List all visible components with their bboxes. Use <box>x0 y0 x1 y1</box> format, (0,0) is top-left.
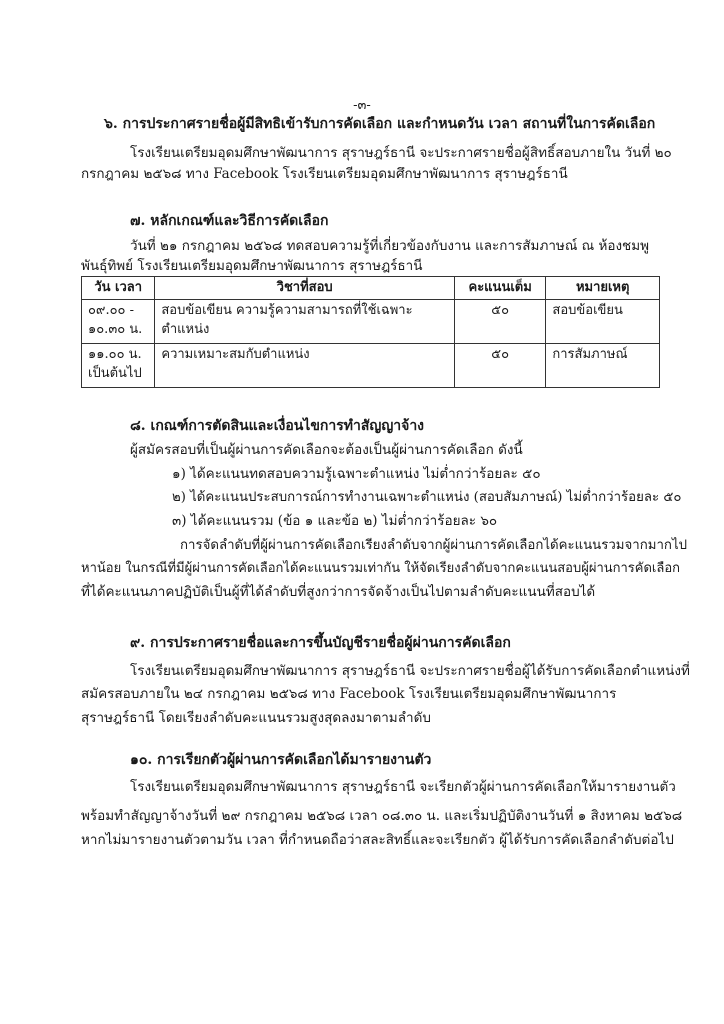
section-8-item-1: ๑) ได้คะแนนทดสอบความรู้เฉพาะตำแหน่ง ไม่ต่ำกว่าร้อยละ ๕๐ <box>172 466 541 482</box>
section-8-line-2: หาน้อย ในกรณีที่มีผู้ผ่านการคัดเลือกได้คะแนนรวมเท่ากัน ให้จัดเรียงลำดับจากคะแนนสอบผู้ผ่านการคัดเลือก <box>81 561 681 576</box>
section-9-heading: ๙. การประกาศรายชื่อและการขึ้นบัญชีรายชื่อผู้ผ่านการคัดเลือก <box>130 635 511 651</box>
cell-note: การสัมภาษณ์ <box>546 344 660 388</box>
section-6-line-1: โรงเรียนเตรียมอุดมศึกษาพัฒนาการ สุราษฎร์ธานี จะประกาศรายชื่อผู้สิทธิ์สอบภายใน วันที่ ๒๐ <box>130 145 672 161</box>
cell-time <box>82 300 155 344</box>
section-8-line-1: การจัดลำดับที่ผู้ผ่านการคัดเลือกเรียงลำดับจากผู้ผ่านการคัดเลือกได้คะแนนรวมจากมากไป <box>180 538 688 553</box>
section-8-item-3: ๓) ได้คะแนนรวม (ข้อ ๑ และข้อ ๒) ไม่ต่ำกว่าร้อยละ ๖๐ <box>172 513 498 529</box>
cell-note: สอบข้อเขียน <box>546 300 660 344</box>
table-row <box>82 344 660 388</box>
section-10-line-1: โรงเรียนเตรียมอุดมศึกษาพัฒนาการ สุราษฎร์ธานี จะเรียกตัวผู้ผ่านการคัดเลือกให้มารายงานตัว <box>130 779 676 795</box>
table-row <box>82 300 660 344</box>
section-10-line-2: พร้อมทำสัญญาจ้างวันที่ ๒๙ กรกฎาคม ๒๕๖๘ เวลา ๐๘.๓๐ น. และเริ่มปฏิบัติงานวันที่ ๑ สิงหาคม ๒๕๖๘ <box>81 808 683 824</box>
cell-score: ๕๐ <box>454 300 545 344</box>
section-7-heading: ๗. หลักเกณฑ์และวิธีการคัดเลือก <box>130 213 329 229</box>
exam-schedule-table <box>81 276 660 388</box>
section-6-line-2: กรกฎาคม ๒๕๖๘ ทาง Facebook โรงเรียนเตรียมอุดมศึกษาพัฒนาการ สุราษฎร์ธานี <box>81 166 568 182</box>
time-end: เป็นต้นไป <box>88 366 142 381</box>
header-subject: วิชาที่สอบ <box>155 277 455 300</box>
section-9-line-3: สุราษฎร์ธานี โดยเรียงลำดับคะแนนรวมสูงสุดลงมาตามลำดับ <box>81 710 431 726</box>
cell-subject: ความเหมาะสมกับตำแหน่ง <box>155 344 455 388</box>
time-start: ๑๑.๐๐ น. <box>88 347 142 362</box>
section-9-line-2: สมัครสอบภายใน ๒๔ กรกฎาคม ๒๕๖๘ ทาง Facebook โรงเรียนเตรียมอุดมศึกษาพัฒนาการ <box>81 686 617 702</box>
section-8-line-3: ที่ได้คะแนนภาคปฏิบัติเป็นผู้ที่ได้ลำดับที่สูงกว่าการจัดจ้างเป็นไปตามลำดับคะแนนที่สอบได้ <box>81 584 596 600</box>
section-6-heading: ๖. การประกาศรายชื่อผู้มีสิทธิเข้ารับการคัดเลือก และกำหนดวัน เวลา สถานที่ในการคัดเลือก <box>104 116 656 132</box>
time-end: ๑๐.๓๐ น. <box>88 322 143 337</box>
section-9-line-1: โรงเรียนเตรียมอุดมศึกษาพัฒนาการ สุราษฎร์ธานี จะประกาศรายชื่อผู้ได้รับการคัดเลือกตำแหน่งที่ <box>130 663 690 679</box>
section-8-item-2: ๒) ได้คะแนนประสบการณ์การทำงานเฉพาะตำแหน่ง (สอบสัมภาษณ์) ไม่ต่ำกว่าร้อยละ ๕๐ <box>172 490 682 505</box>
time-start: ๐๙.๐๐ - <box>88 303 134 318</box>
header-score: คะแนนเต็ม <box>454 277 545 300</box>
section-8-intro: ผู้สมัครสอบที่เป็นผู้ผ่านการคัดเลือกจะต้องเป็นผู้ผ่านการคัดเลือก ดังนี้ <box>130 442 523 458</box>
cell-time <box>82 344 155 388</box>
section-10-heading: ๑๐. การเรียกตัวผู้ผ่านการคัดเลือกได้มารายงานตัว <box>130 752 432 768</box>
cell-score: ๕๐ <box>454 344 545 388</box>
cell-subject: สอบข้อเขียน ความรู้ความสามารถที่ใช้เฉพาะตำแหน่ง <box>155 300 455 344</box>
section-7-line-2: พันธุ์ทิพย์ โรงเรียนเตรียมอุดมศึกษาพัฒนาการ สุราษฎร์ธานี <box>81 258 423 274</box>
section-7-line-1: วันที่ ๒๑ กรกฎาคม ๒๕๖๘ ทดสอบความรู้ที่เกี่ยวข้องกับงาน และการสัมภาษณ์ ณ ห้องชมพู <box>130 238 650 254</box>
header-time: วัน เวลา <box>82 277 155 300</box>
page-number: -๓- <box>353 98 371 113</box>
section-10-line-3: หากไม่มารายงานตัวตามวัน เวลา ที่กำหนดถือว่าสละสิทธิ์และจะเรียกตัว ผู้ได้รับการคัดเลือกลำดับต่อไป <box>81 832 674 848</box>
table-header-row <box>82 277 660 300</box>
section-8-heading: ๘. เกณฑ์การตัดสินและเงื่อนไขการทำสัญญาจ้าง <box>130 418 425 434</box>
header-note: หมายเหตุ <box>546 277 660 300</box>
